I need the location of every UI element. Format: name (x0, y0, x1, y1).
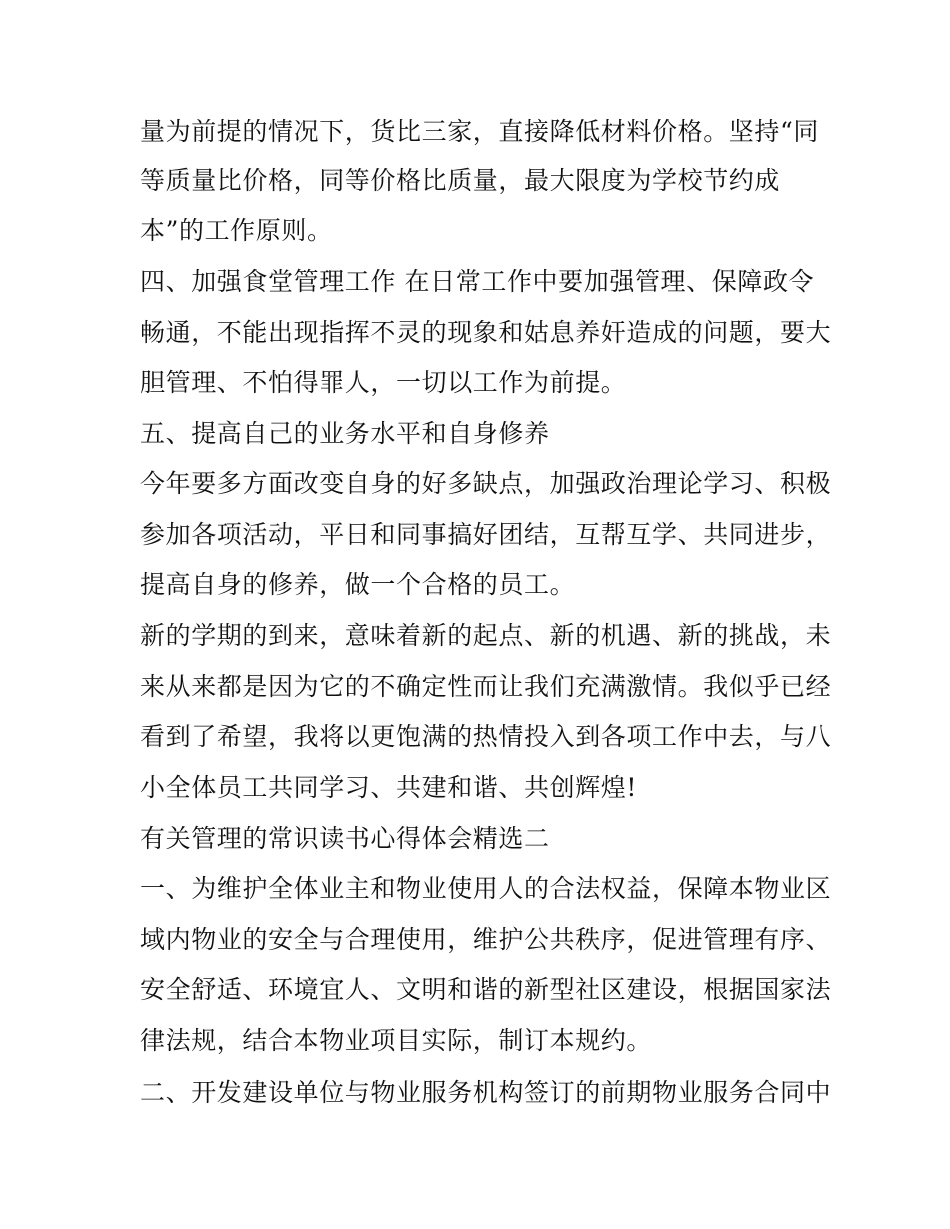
text-line-7: 五、提高自己的业务水平和自身修养 (140, 419, 550, 448)
text-line-3: 本”的工作原则。 (140, 216, 333, 245)
text-line-16: 一、为维护全体业主和物业使用人的合法权益，保障本物业区 (140, 874, 832, 903)
text-line-6: 胆管理、不怕得罪人，一切以工作为前提。 (140, 368, 627, 397)
text-line-1: 量为前提的情况下，货比三家，直接降低材料价格。坚持“同 (140, 117, 819, 146)
text-line-5: 畅通，不能出现指挥不灵的现象和姑息养奸造成的问题，要大 (140, 318, 832, 347)
text-line-10: 提高自身的修养，做一个合格的员工。 (140, 570, 576, 599)
text-line-17: 域内物业的安全与合理使用，维护公共秩序，促进管理有序、 (140, 925, 832, 954)
text-line-8: 今年要多方面改变自身的好多缺点，加强政治理论学习、积极 (140, 469, 832, 498)
text-line-18: 安全舒适、环境宜人、文明和谐的新型社区建设，根据国家法 (140, 975, 832, 1004)
text-line-11: 新的学期的到来，意味着新的起点、新的机遇、新的挑战，未 (140, 621, 832, 650)
text-line-12: 来从来都是因为它的不确定性而让我们充满激情。我似乎已经 (140, 672, 832, 701)
text-line-2: 等质量比价格，同等价格比质量，最大限度为学校节约成 (140, 166, 781, 195)
text-line-20: 二、开发建设单位与物业服务机构签订的前期物业服务合同中 (140, 1078, 832, 1107)
text-line-15: 有关管理的常识读书心得体会精选二 (140, 824, 550, 853)
text-line-9: 参加各项活动，平日和同事搞好团结，互帮互学、共同进步， (140, 520, 832, 549)
text-line-13: 看到了希望，我将以更饱满的热情投入到各项工作中去，与八 (140, 722, 832, 751)
text-line-4: 四、加强食堂管理工作 在日常工作中要加强管理、保障政令 (140, 267, 815, 296)
text-line-19: 律法规，结合本物业项目实际，制订本规约。 (140, 1026, 653, 1055)
text-line-14: 小全体员工共同学习、共建和谐、共创辉煌! (140, 773, 638, 802)
